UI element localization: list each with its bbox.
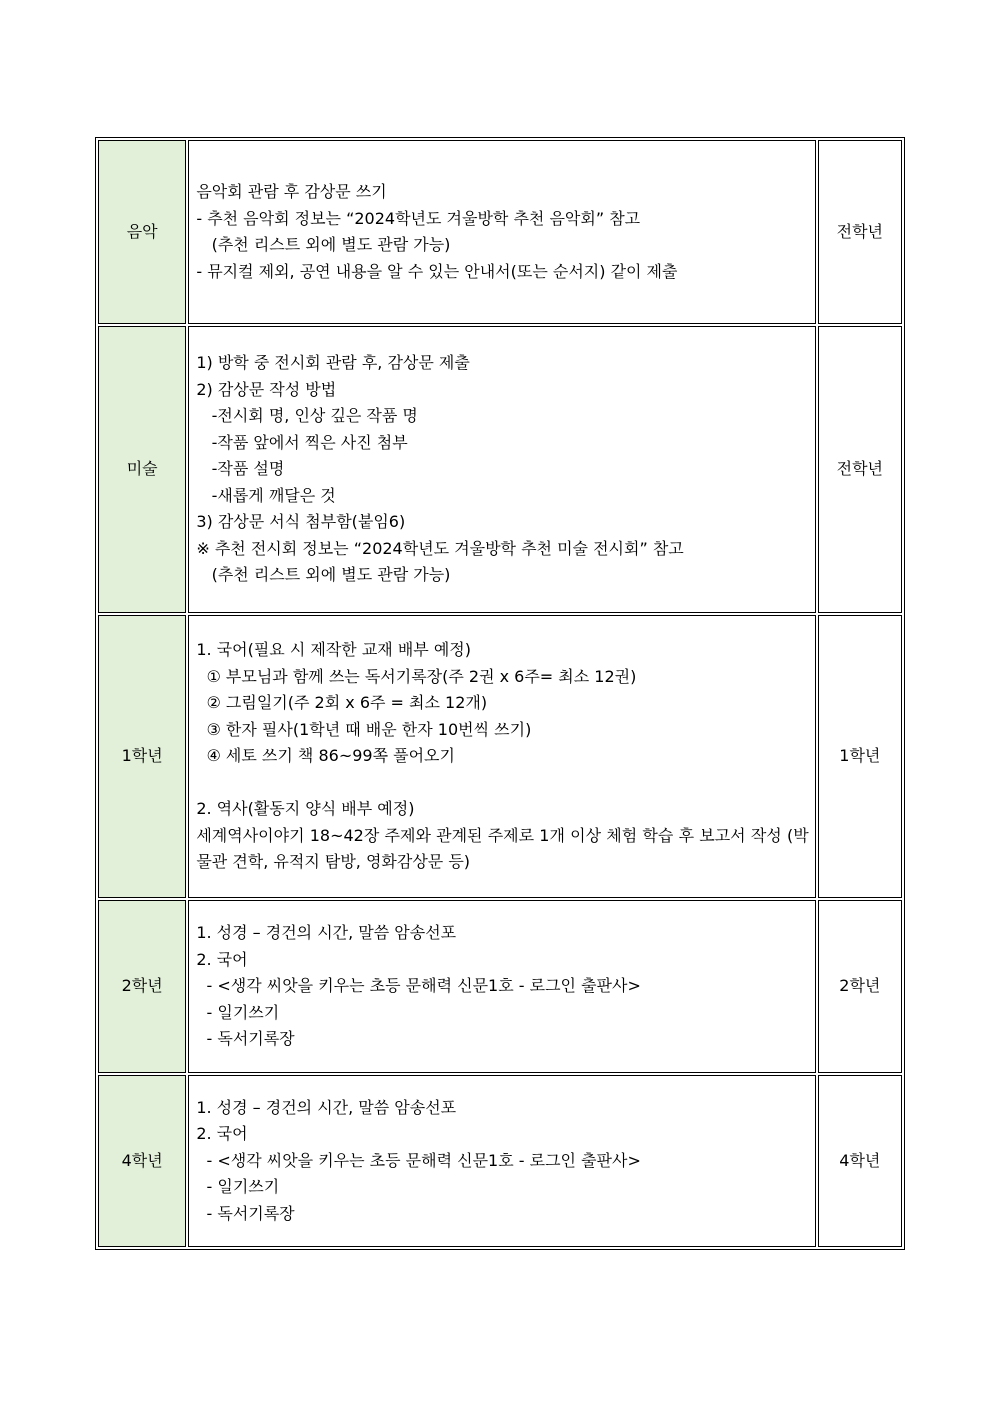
content-line: (추천 리스트 외에 별도 관람 가능) [196,565,451,585]
content-line: 음악회 관람 후 감상문 쓰기 [196,182,387,201]
content-line: 1. 성경 – 경건의 시간, 말씀 암송선포 [196,1097,457,1117]
target-cell: 전학년 [818,140,902,324]
table-row-music [98,140,902,324]
content-paragraph: 세계역사이야기 18~42장 주제와 관계된 주제로 1개 이상 체험 학습 후 보고서 작성 (박물관 견학, 유적지 탐방, 영화감상문 등) [196,825,809,872]
content-line: -전시회 명, 인상 깊은 작품 명 [196,406,418,426]
content-line: -작품 설명 [196,459,285,479]
content-cell [188,615,815,898]
content-line: - 뮤지컬 제외, 공연 내용을 알 수 있는 안내서(또는 순서지) 같이 제출 [196,261,678,281]
subject-cell: 음악 [98,140,186,324]
content-line: 2. 국어 [196,1124,248,1144]
target-cell: 2학년 [818,900,902,1073]
content-line: ① 부모님과 함께 쓰는 독서기록장(주 2권 x 6주= 최소 12권) [196,666,637,686]
content-line: ③ 한자 필사(1학년 때 배운 한자 10번씩 쓰기) [196,719,532,739]
content-line: ④ 세토 쓰기 책 86~99쪽 풀어오기 [196,746,455,766]
content-line: ② 그림일기(주 2회 x 6주 = 최소 12개) [196,693,488,713]
content-line: 1. 국어(필요 시 제작한 교재 배부 예정) [196,640,471,660]
content-line: - 추천 음악회 정보는 “2024학년도 겨울방학 추천 음악회” 참고 [196,208,641,228]
subject-cell: 4학년 [98,1075,186,1247]
blank-line [196,770,808,797]
target-cell: 4학년 [818,1075,902,1247]
content-line: (추천 리스트 외에 별도 관람 가능) [196,235,451,254]
content-line: - 일기쓰기 [196,1177,280,1197]
content-cell [188,140,815,324]
content-line: - 독서기록장 [196,1029,295,1049]
content-cell [188,1075,815,1247]
content-line: - <생각 씨앗을 키우는 초등 문해력 신문1호 - 로그인 출판사> [196,976,641,996]
target-cell: 전학년 [818,326,902,613]
content-line: 2. 역사(활동지 양식 배부 예정) [196,799,415,819]
content-line: 3) 감상문 서식 첨부함(붙임6) [196,512,406,532]
table-row-art [98,326,902,613]
content-line: 2. 국어 [196,949,248,969]
subject-cell: 미술 [98,326,186,613]
subject-cell: 2학년 [98,900,186,1073]
table-row-grade4 [98,1075,902,1247]
assignment-table [95,137,905,1250]
content-line: -작품 앞에서 찍은 사진 첨부 [196,432,408,452]
content-line: 1. 성경 – 경건의 시간, 말씀 암송선포 [196,923,457,943]
content-line: 1) 방학 중 전시회 관람 후, 감상문 제출 [196,353,470,373]
table-row-grade1 [98,615,902,898]
content-line: - 일기쓰기 [196,1002,280,1022]
content-cell [188,326,815,613]
content-line: - 독서기록장 [196,1203,295,1223]
content-cell [188,900,815,1073]
content-line: -새롭게 깨달은 것 [196,485,336,505]
table-row-grade2 [98,900,902,1073]
target-cell: 1학년 [818,615,902,898]
content-line: ※ 추천 전시회 정보는 “2024학년도 겨울방학 추천 미술 전시회” 참고 [196,538,684,558]
content-line: - <생각 씨앗을 키우는 초등 문해력 신문1호 - 로그인 출판사> [196,1150,641,1170]
content-line: 2) 감상문 작성 방법 [196,379,337,399]
subject-cell: 1학년 [98,615,186,898]
